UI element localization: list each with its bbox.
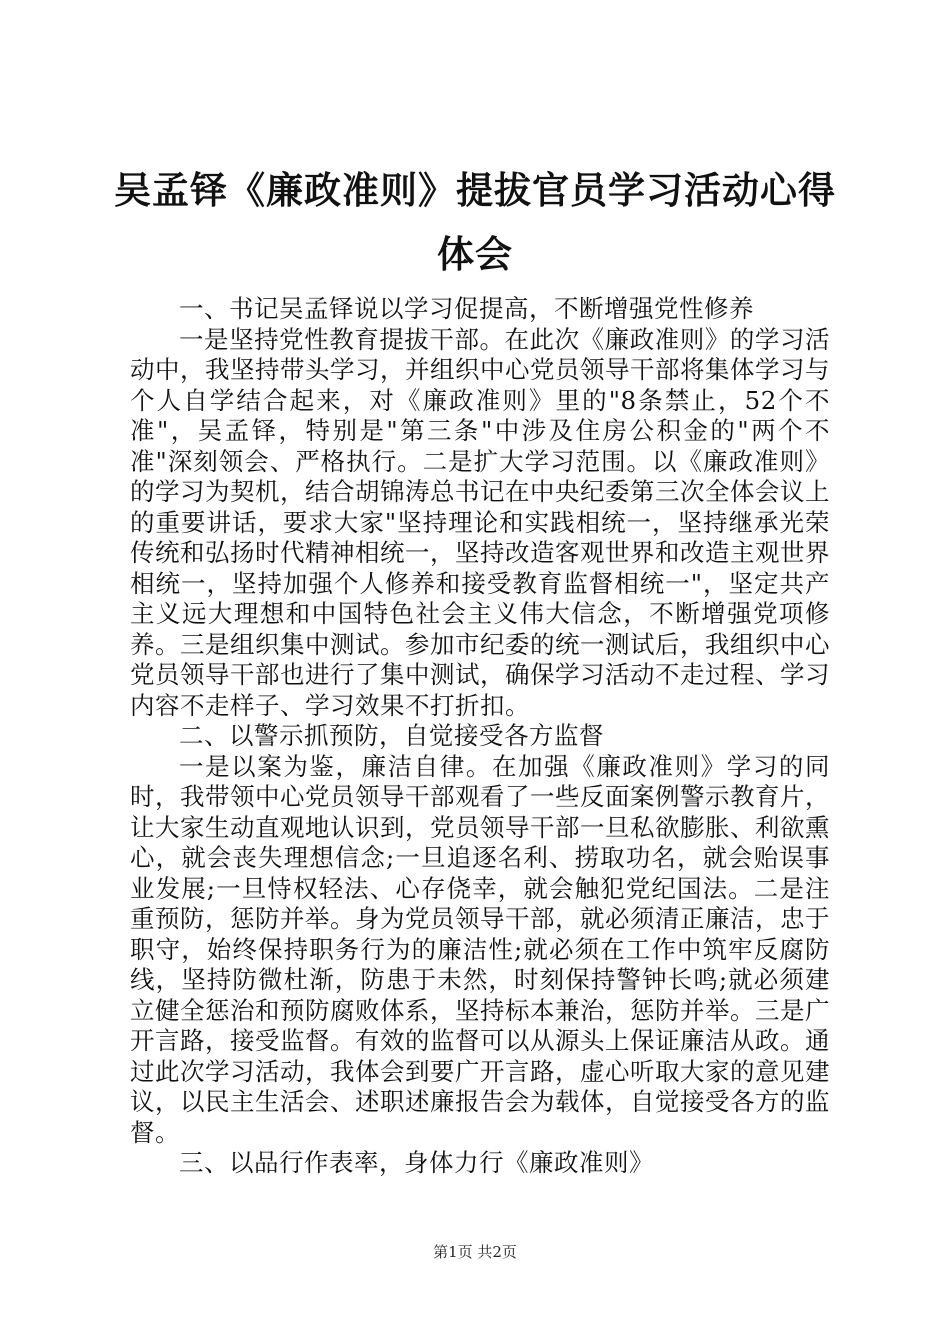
section-heading-1: 一、书记吴孟铎说以学习促提高，不断增强党性修养 [179, 294, 754, 323]
section-heading-3: 三、以品行作表率，身体力行《廉政准则》 [179, 1148, 654, 1177]
section-heading-2: 二、以警示抓预防，自觉接受各方监督 [179, 721, 604, 750]
section-paragraph-1: 一是坚持党性教育提拔干部。在此次《廉政准则》的学习活动中，我坚持带头学习，并组织中心党员领导干部将集体学习与个人自学结合起来，对《廉政准则》里的"8条禁止，52个不准"，吴孟铎，特别是"第三条"中涉及住房公积金的"两个不准"深刻领会、严格执行。二是扩大学习范围。以《廉政准则》的学习为契机，结合胡锦涛总书记在中央纪委第三次全体会议上的重要讲话，要求大家"坚持理论和实践相统一，坚持继承光荣传统和弘扬时代精神相统一，坚持改造客观世界和改造主观世界相统一，坚持加强个人修养和接受教育监督相统一"，坚定共产主义远大理想和中国特色社会主义伟大信念，不断增强党项修养。三是组织集中测试。参加市纪委的统一测试后，我组织中心党员领导干部也进行了集中测试，确保学习活动不走过程、学习内容不走样子、学习效果不打折扣。 [130, 324, 830, 720]
section-paragraph-2: 一是以案为鉴，廉洁自律。在加强《廉政准则》学习的同时，我带领中心党员领导干部观看了一些反面案例警示教育片，让大家生动直观地认识到，党员领导干部一旦私欲膨胀、利欲熏心，就会丧失理想信念;一旦追逐名利、捞取功名，就会贻误事业发展;一旦恃权轻法、心存侥幸，就会触犯党纪国法。二是注重预防，惩防并举。身为党员领导干部，就必须清正廉洁，忠于职守，始终保持职务行为的廉洁性;就必须在工作中筑牢反腐防线，坚持防微杜渐，防患于未然，时刻保持警钟长鸣;就必须建立健全惩治和预防腐败体系，坚持标本兼治，惩防并举。三是广开言路，接受监督。有效的监督可以从源头上保证廉洁从政。通过此次学习活动，我体会到要广开言路，虚心听取大家的意见建议，以民主生活会、述职述廉报告会为载体，自觉接受各方的监督。 [130, 751, 830, 1147]
document-body [130, 294, 830, 1179]
page-number-footer: 第1页 共2页 [433, 1243, 517, 1261]
document-title: 吴孟铎《廉政准则》提拔官员学习活动心得体会 [114, 168, 836, 276]
